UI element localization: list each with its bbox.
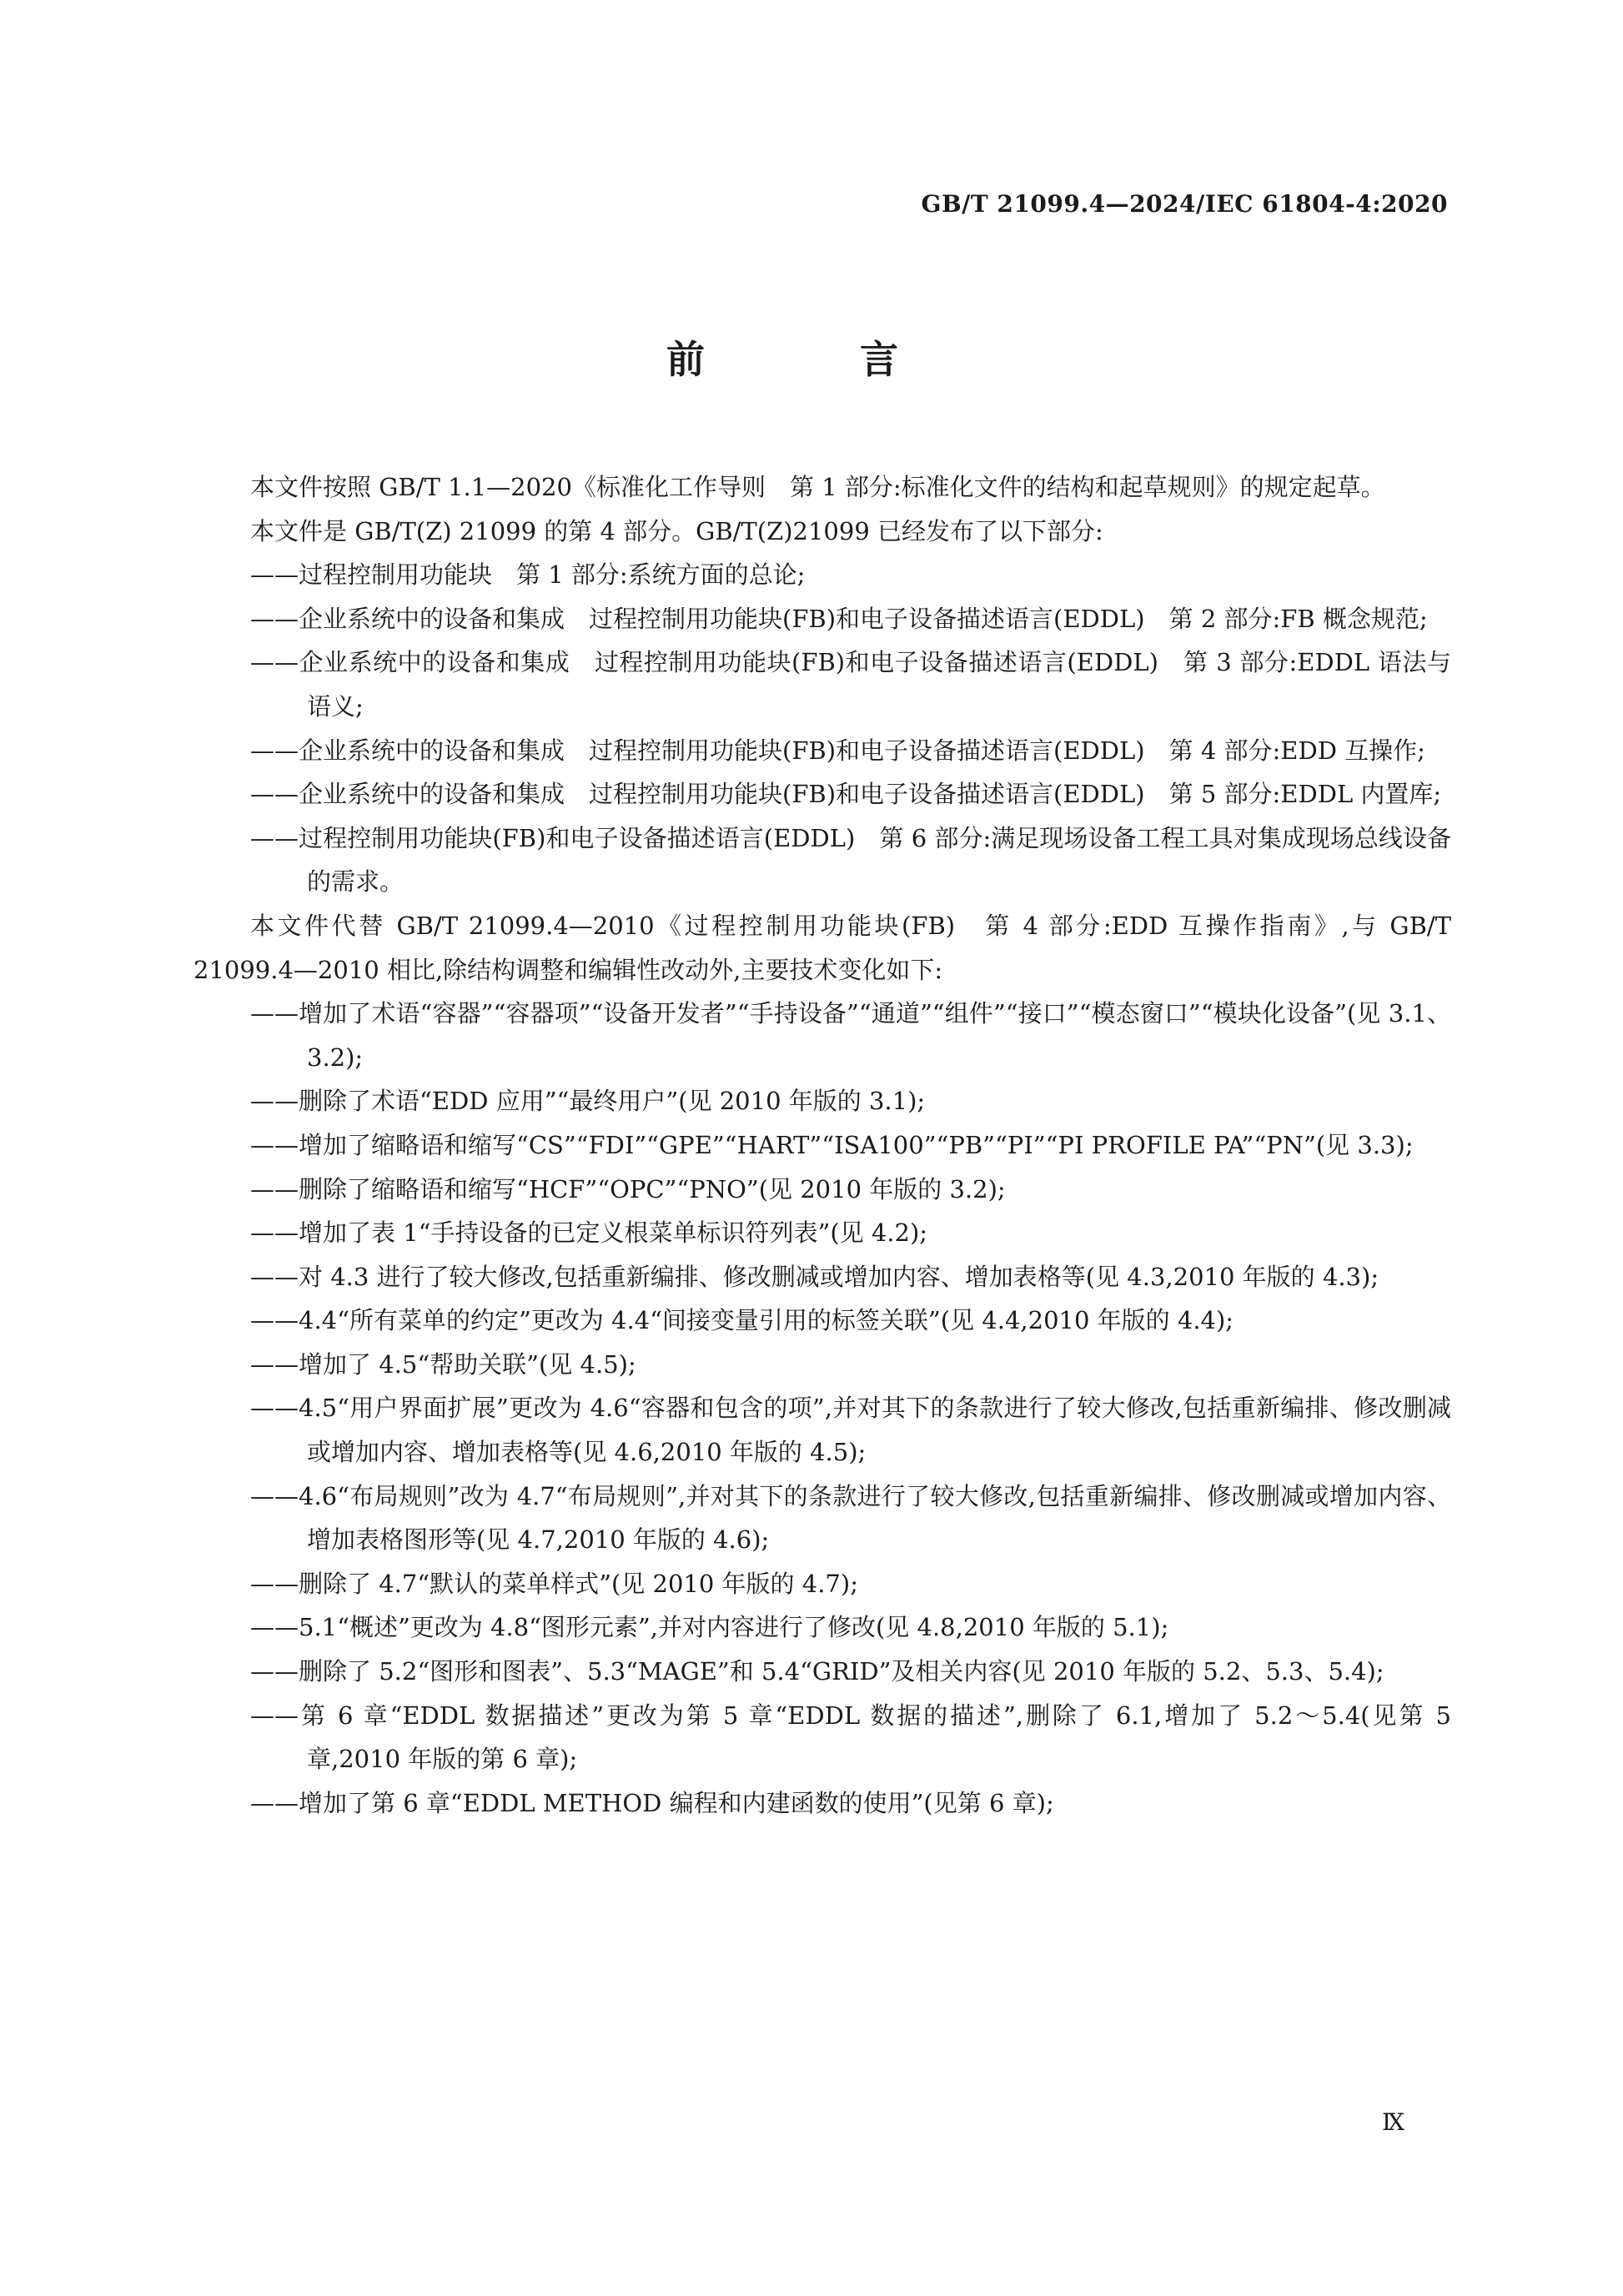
intro-paragraph: 本文件按照 GB/T 1.1—2020《标准化工作导则 第 1 部分:标准化文件的结构和起草规则》的规定起草。 bbox=[250, 473, 1385, 501]
list-item: ——增加了 4.5“帮助关联”(见 4.5); bbox=[250, 1349, 636, 1379]
list-item: ——增加了术语“容器”“容器项”“设备开发者”“手持设备”“通道”“组件”“接口”“模态窗口”“模块化设备”(见 3.1、3.2); bbox=[250, 999, 1451, 1072]
list-item: ——对 4.3 进行了较大修改,包括重新编排、修改删减或增加内容、增加表格等(见 4.3,2010 年版的 4.3); bbox=[250, 1262, 1379, 1291]
list-item: ——第 6 章“EDDL 数据描述”更改为第 5 章“EDDL 数据的描述”,删除了 6.1,增加了 5.2～5.4(见第 5 章,2010 年版的第 6 章); bbox=[250, 1701, 1451, 1774]
document-header: GB/T 21099.4—2024/IEC 61804-4:2020 bbox=[921, 190, 1448, 218]
list-item: ——删除了缩略语和缩写“HCF”“OPC”“PNO”(见 2010 年版的 3.2); bbox=[250, 1174, 1006, 1203]
list-item: ——增加了表 1“手持设备的已定义根菜单标识符列表”(见 4.2); bbox=[250, 1218, 928, 1248]
list-item: ——4.4“所有菜单的约定”更改为 4.4“间接变量引用的标签关联”(见 4.4,2010 年版的 4.4); bbox=[250, 1306, 1234, 1335]
page-number: Ⅸ bbox=[1381, 2108, 1404, 2136]
list-item: ——增加了第 6 章“EDDL METHOD 编程和内建函数的使用”(见第 6 章); bbox=[250, 1788, 1054, 1817]
list-item: ——增加了缩略语和缩写“CS”“FDI”“GPE”“HART”“ISA100”“PB”“PI”“PI PROFILE PA”“PN”(见 3.3); bbox=[250, 1130, 1414, 1159]
list-item: ——企业系统中的设备和集成 过程控制用功能块(FB)和电子设备描述语言(EDDL) 第 3 部分:EDDL 语法与语义; bbox=[250, 648, 1451, 721]
list-item: ——企业系统中的设备和集成 过程控制用功能块(FB)和电子设备描述语言(EDDL) 第 2 部分:FB 概念规范; bbox=[250, 604, 1428, 633]
list-item: ——删除了 5.2“图形和图表”、5.3“MAGE”和 5.4“GRID”及相关内容(见 2010 年版的 5.2、5.3、5.4); bbox=[250, 1657, 1384, 1686]
document-body bbox=[193, 465, 1451, 1825]
list-item: ——企业系统中的设备和集成 过程控制用功能块(FB)和电子设备描述语言(EDDL) 第 5 部分:EDDL 内置库; bbox=[250, 780, 1442, 809]
list-item: ——企业系统中的设备和集成 过程控制用功能块(FB)和电子设备描述语言(EDDL) 第 4 部分:EDD 互操作; bbox=[250, 736, 1425, 765]
list-item: ——4.6“布局规则”改为 4.7“布局规则”,并对其下的条款进行了较大修改,包括重新编排、修改删减或增加内容、增加表格图形等(见 4.7,2010 年版的 4.6); bbox=[250, 1481, 1451, 1555]
list-item: ——过程控制用功能块 第 1 部分:系统方面的总论; bbox=[250, 560, 806, 590]
list-item: ——删除了 4.7“默认的菜单样式”(见 2010 年版的 4.7); bbox=[250, 1569, 858, 1598]
list-item: ——4.5“用户界面扩展”更改为 4.6“容器和包含的项”,并对其下的条款进行了较大修改,包括重新编排、修改删减或增加内容、增加表格等(见 4.6,2010 年版的 4.5); bbox=[250, 1394, 1451, 1467]
list-item: ——删除了术语“EDD 应用”“最终用户”(见 2010 年版的 3.1); bbox=[250, 1087, 926, 1116]
list-item: ——5.1“概述”更改为 4.8“图形元素”,并对内容进行了修改(见 4.8,2010 年版的 5.1); bbox=[250, 1613, 1169, 1642]
replace-paragraph: 本文件代替 GB/T 21099.4—2010《过程控制用功能块(FB) 第 4 部分:EDD 互操作指南》,与 GB/T 21099.4—2010 相比,除结构调整和编辑性改动外,主要技术变化如下: bbox=[193, 911, 1451, 984]
page-title: 前 言 bbox=[666, 337, 957, 382]
intro-paragraph: 本文件是 GB/T(Z) 21099 的第 4 部分。GB/T(Z)21099 已经发布了以下部分: bbox=[250, 516, 1103, 545]
list-item: ——过程控制用功能块(FB)和电子设备描述语言(EDDL) 第 6 部分:满足现场设备工程工具对集成现场总线设备的需求。 bbox=[250, 823, 1451, 897]
